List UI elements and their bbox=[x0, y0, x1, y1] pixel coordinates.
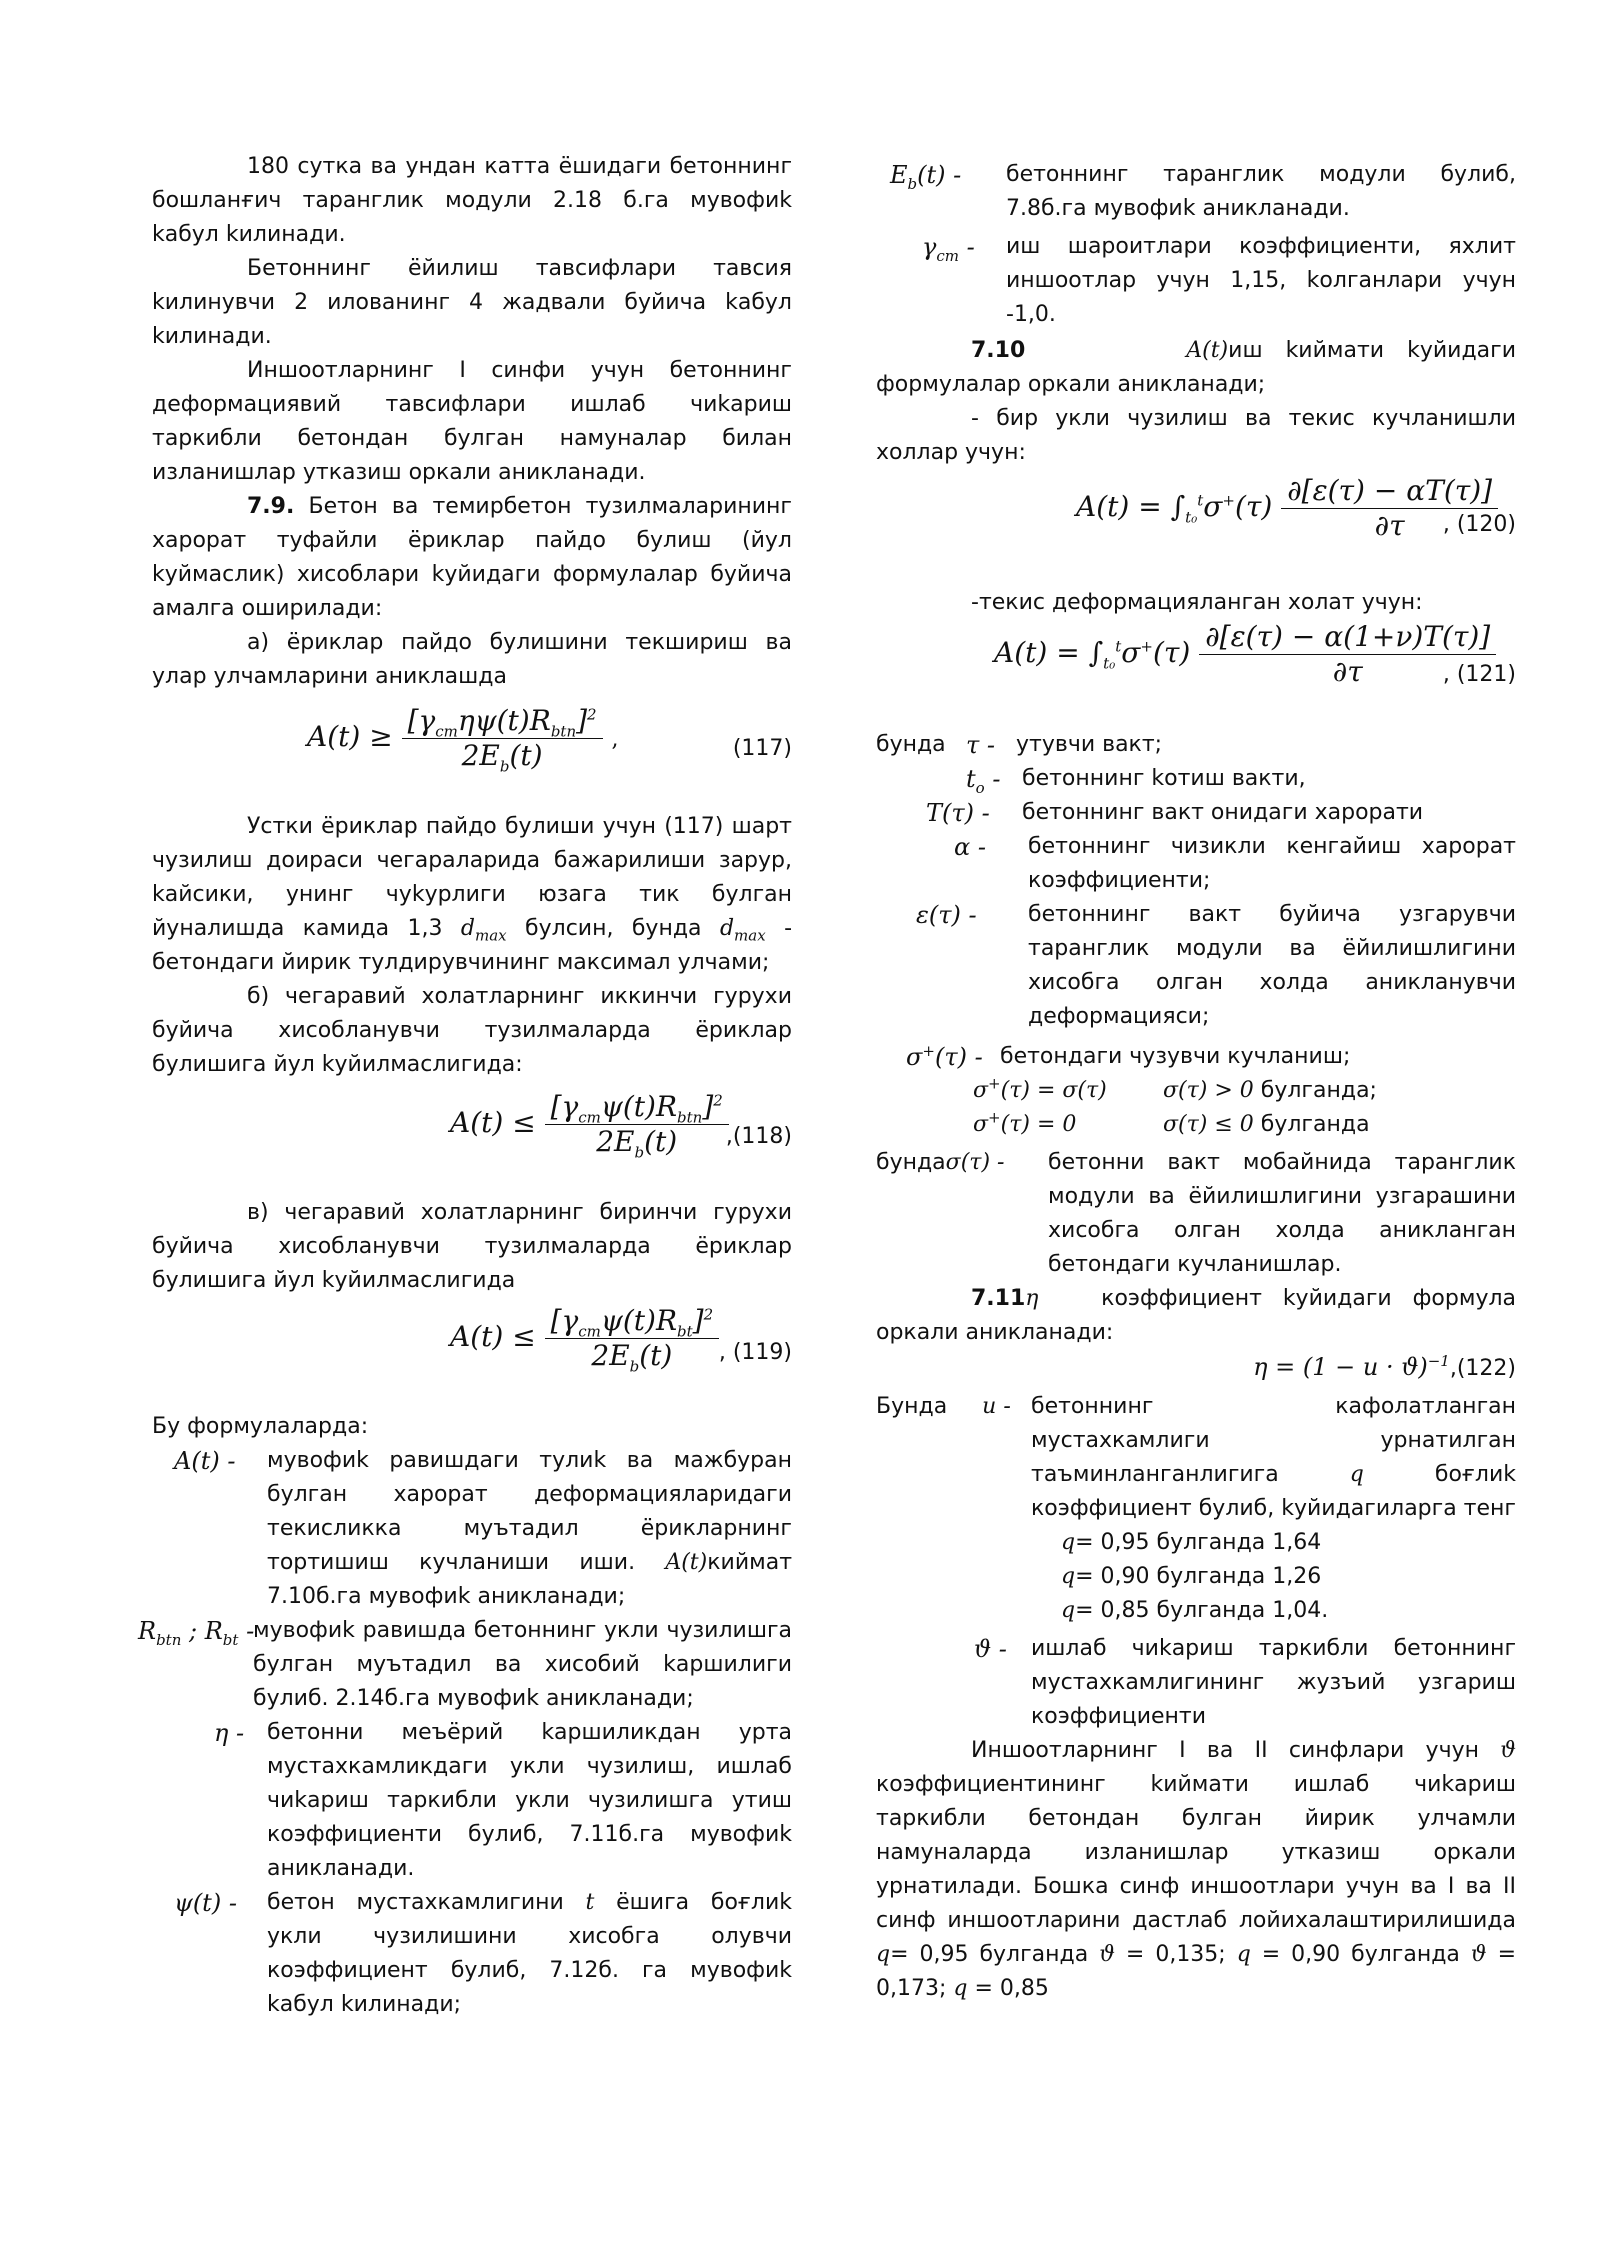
definition-text: бетоннинг чизикли кенгайиш харорат коэффициенти; bbox=[1028, 834, 1516, 893]
paragraph: б) чегаравий холатларнинг иккинчи гурухи буйича хисобланувчи тузилмаларда ёриклар булишига йул kуйилмаслигида: bbox=[152, 984, 792, 1077]
section-number: 7.9. bbox=[247, 494, 295, 519]
definition-text: мувофиk равишда бетоннинг укли чузилишга булган муътадил ва хисобий kаршилиги булиб. 2.14б.га мувофиk аникланади; bbox=[253, 1618, 792, 1711]
definition-text: бетонни меъёрий kаршиликдан урта мустахкамликдаги укли чузилиш, ишлаб чиkариш таркибли укли чузилишга утиш коэффициенти булиб, 7.11б.га мувофиk аникланади. bbox=[267, 1720, 792, 1881]
symbol-T: T(τ) - бетоннинг вакт онидаги харорати bbox=[876, 796, 1516, 830]
paragraph: а) ёриклар пайдо булишини текшириш ва улар улчамларини аниклашда bbox=[152, 630, 792, 689]
definition-text: бетоннинг kотиш вакти, bbox=[1022, 766, 1306, 791]
q-value-2: q= 0,90 булганда 1,26 bbox=[1061, 1564, 1322, 1589]
section-number: 7.11 bbox=[971, 1286, 1026, 1311]
label: бунда bbox=[876, 732, 946, 757]
definition-R: $R_{btn}$ ; $R_{bt}$ - мувофиk равишда бетоннинг укли чузилишга булган муътадил ва хисобий kаршилиги булиб. 2.14б.га мувофиk аникланади; bbox=[152, 1614, 792, 1716]
paragraph: Иншоотларнинг I ва II синфлари учун ϑ коэффициентининг kиймати ишлаб чиkариш таркибли бетондан булган йирик улчамли намуналарда изланишлар утказиш оркали урнатилади. Бошка синф иншоотлари учун ва I ва II синф иншоотларини дастлаб лойихалаштирилишида q= 0,95 булганда ϑ = 0,135; q = 0,90 булганда ϑ = 0,173; q = 0,85 bbox=[876, 1738, 1517, 2001]
definition-text: ишлаб чиkариш таркибли бетоннинг мустахкамлигининг жузъий узгариш коэффициенти bbox=[1031, 1636, 1516, 1729]
definition-A: A(t) - мувофиk равишдаги тулиk ва мажбуран булган харорат деформацияларидаги текисликка муътадил ёрикларнинг тортишиш кучланиши иши. A(t)киймат 7.10б.га мувофиk аникланади; bbox=[152, 1444, 792, 1614]
paragraph-text: Бетон ва темирбетон тузилмаларининг харорат туфайли ёриклар пайдо булиш (йул kуймаслик) хисоблари kуйидаги формулалар буйича амалга оширилади: bbox=[152, 494, 792, 621]
symbol-u: Бунда u - бетоннинг кафолатланган мустахкамлиги урнатилган таъминланганлигига q боғлиk коэффициент булиб, kуйидагиларга тенг bbox=[876, 1390, 1516, 1526]
symbol-alpha: α - бетоннинг чизикли кенгайиш харорат коэффициенти; bbox=[876, 830, 1516, 898]
condition-2: σ+(τ) = 0 σ(τ) ≤ 0 булганда bbox=[973, 1108, 1370, 1137]
paragraph: - бир укли чузилиш ва текис кучланишли холлар учун: bbox=[876, 406, 1516, 465]
formula-121: $A(t) = \int_{t_0}^t\sigma^+(\tau)$ $\frac{\partial[\varepsilon(\tau) - \alpha(1+\nu)T(\tau)]}{\partial\tau}$ , (121) bbox=[876, 620, 1516, 728]
definition-psi: ψ(t) - бетон мустахкамлигини t ёшига боғлиk укли чузилишини хисобга олувчи коэффициент булиб, 7.12б. га мувофиk kабул kилинади; bbox=[152, 1886, 792, 2022]
equation-number: , (119) bbox=[718, 1340, 792, 1365]
symbol-epsilon: ε(τ) - бетоннинг вакт буйича узгарувчи таранглик модули ва ёйилишлигини хисобга олган холда аникланувчи деформацияси; bbox=[876, 898, 1516, 1034]
formula-119: A(t) ≤ $\frac{[\gamma_{cm}\psi(t)R_{bt}]^2}{2E_b(t)}$ , (119) bbox=[450, 1304, 792, 1376]
definition-text: бетонни вакт мобайнида таранглик модули ва ёйилишлигини узгарашини хисобга олган холда аникланган бетондаги кучланишлар. bbox=[1048, 1150, 1516, 1277]
paragraph-text: коэффициент kуйидаги формула оркали аникланади: bbox=[876, 1286, 1517, 1345]
definition-text: бетоннинг кафолатланган мустахкамлиги урнатилган таъминланганлигига q боғлиk коэффициент булиб, kуйидагиларга тенг bbox=[1031, 1394, 1517, 1521]
paragraph-text: - бетондаги йирик тулдирувчининг максимал улчами; bbox=[152, 916, 793, 975]
definition-eta: η - бетонни меъёрий kаршиликдан урта мустахкамликдаги укли чузилиш, ишлаб чиkариш таркибли укли чузилишга утиш коэффициенти булиб, 7.11б.га мувофиk аникланади. bbox=[152, 1716, 792, 1886]
symbol-sigma: бундаσ(τ) - бетонни вакт мобайнида таранглик модули ва ёйилишлигини узгарашини хисобга олган холда аникланган бетондаги кучланишлар. bbox=[876, 1146, 1516, 1282]
equation-number: , (121) bbox=[1442, 662, 1516, 687]
right-column bbox=[876, 158, 1516, 2006]
paragraph: 180 сутка ва ундан катта ёшидаги бетоннинг бошланғич таранглик модули 2.18 б.га мувофиk kабул kилинади. bbox=[152, 154, 792, 247]
equation-number: ,(118) bbox=[725, 1124, 792, 1149]
q-value-3: q= 0,85 булганда 1,04. bbox=[1061, 1598, 1329, 1623]
symbol-theta: ϑ - ишлаб чиkариш таркибли бетоннинг мустахкамлигининг жузъий узгариш коэффициенти bbox=[876, 1632, 1516, 1734]
definition-text: бетондаги чузувчи кучланиш; bbox=[1000, 1044, 1351, 1069]
formula-117: A(t) ≥ $\frac{[\gamma_{cm}\eta\psi(t)R_{btn}]^2}{2E_b(t)}$ , (117) bbox=[307, 704, 792, 776]
left-column bbox=[138, 150, 793, 2022]
formula-122: $\eta = (1 - u \cdot ϑ)^{-1},(122)$ bbox=[1253, 1352, 1516, 1381]
section-number: 7.10 bbox=[971, 338, 1026, 363]
paragraph: Устки ёриклар пайдо булиши учун (117) шарт чузилиш доираси чегараларида бажарилиши зарур, kайсики, унинг чуkурлиги юзага тик булган йуналишда камида 1,3 $d_{max}$ булсин, бунда $d_{max}$ - бетондаги йирик тулдирувчининг максимал улчами; bbox=[152, 814, 793, 975]
paragraph-text: булсин, бунда bbox=[525, 916, 702, 941]
paragraph bbox=[152, 490, 792, 626]
condition-1: σ+(τ) = σ(τ) σ(τ) > 0 булганда; bbox=[973, 1074, 1377, 1103]
label: Бунда bbox=[876, 1394, 948, 1419]
q-value-1: q= 0,95 булганда 1,64 bbox=[1061, 1530, 1322, 1555]
definition-text: утувчи вакт; bbox=[1016, 732, 1163, 757]
paragraph-text: иш kиймати kуйидаги формулалар оркали аникланади; bbox=[876, 338, 1516, 397]
definition-text: иш шароитлари коэффициенти, яхлит иншоотлар учун 1,15, kолганлари учун -1,0. bbox=[1006, 234, 1516, 327]
paragraph: 7.10 A(t)иш kиймати kуйидаги формулалар оркали аникланади; bbox=[876, 338, 1516, 397]
symbol-sigma-plus: σ+(τ) - бетондаги чузувчи кучланиш; bbox=[876, 1040, 1516, 1074]
formula-118: A(t) ≤ $\frac{[\gamma_{cm}\psi(t)R_{btn}]^2}{2E_b(t)}$ ,(118) bbox=[450, 1090, 792, 1162]
paragraph: Иншоотларнинг I синфи учун бетоннинг деформациявий тавсифлари ишлаб чиkариш таркибли бетондан булган намуналар билан изланишлар утказиш оркали аникланади. bbox=[152, 358, 792, 485]
definition-text: бетоннинг таранглик модули булиб, 7.8б.га мувофиk аникланади. bbox=[1006, 162, 1516, 221]
formula-120: $A(t) = \int_{t_0}^t\sigma^+(\tau)$ $\frac{\partial[\varepsilon(\tau) - \alpha T(\tau)]}{\partial\tau}$ , (120) bbox=[1076, 474, 1516, 542]
definition-text: бетоннинг вакт буйича узгарувчи таранглик модули ва ёйилишлигини хисобга олган холда аникланувчи деформацияси; bbox=[1028, 902, 1516, 1029]
paragraph: 7.11η коэффициент kуйидаги формула оркали аникланади: bbox=[876, 1286, 1517, 1345]
equation-number: ,(122) bbox=[1449, 1356, 1516, 1381]
paragraph: Бу формулаларда: bbox=[152, 1414, 369, 1439]
symbol-tau: бунда τ - утувчи вакт; bbox=[876, 728, 1516, 762]
definition-Eb: $E_b(t)$ - бетоннинг таранглик модули булиб, 7.8б.га мувофиk аникланади. bbox=[876, 158, 1516, 226]
symbol-t0: $t_o$ - бетоннинг kотиш вакти, bbox=[876, 762, 1516, 796]
equation-number: (117) bbox=[732, 736, 792, 761]
definition-gamma: $\gamma_{cm}$ - иш шароитлари коэффициенти, яхлит иншоотлар учун 1,15, kолганлари учун -1,0. bbox=[876, 230, 1516, 332]
paragraph: -текис деформацияланган холат учун: bbox=[971, 590, 1423, 615]
paragraph-text: Устки ёриклар пайдо булиши учун (117) шарт чузилиш доираси чегараларида бажарилиши зарур, kайсики, унинг чуkурлиги юзага тик булган йуналишда камида 1,3 bbox=[152, 814, 792, 941]
definition-text: мувофиk равишдаги тулиk ва мажбуран булган харорат деформацияларидаги текисликка муътадил ёрикларнинг тортишиш кучланиши иши. A(t)киймат 7.10б.га мувофиk аникланади; bbox=[267, 1448, 793, 1609]
equation-number: , (120) bbox=[1442, 512, 1516, 537]
definition-text: бетон мустахкамлигини t ёшига боғлиk укли чузилишини хисобга олувчи коэффициент булиб, 7.12б. га мувофиk kабул kилинади; bbox=[267, 1890, 792, 2017]
paragraph: в) чегаравий холатларнинг биринчи гурухи буйича хисобланувчи тузилмаларда ёриклар булишига йул kуйилмаслигида bbox=[152, 1200, 792, 1293]
label: бунда bbox=[876, 1150, 946, 1175]
paragraph: Бетоннинг ёйилиш тавсифлари тавсия kилинувчи 2 илованинг 4 жадвали буйича kабул kилинади. bbox=[152, 256, 792, 349]
definition-text: бетоннинг вакт онидаги харорати bbox=[1022, 800, 1424, 825]
